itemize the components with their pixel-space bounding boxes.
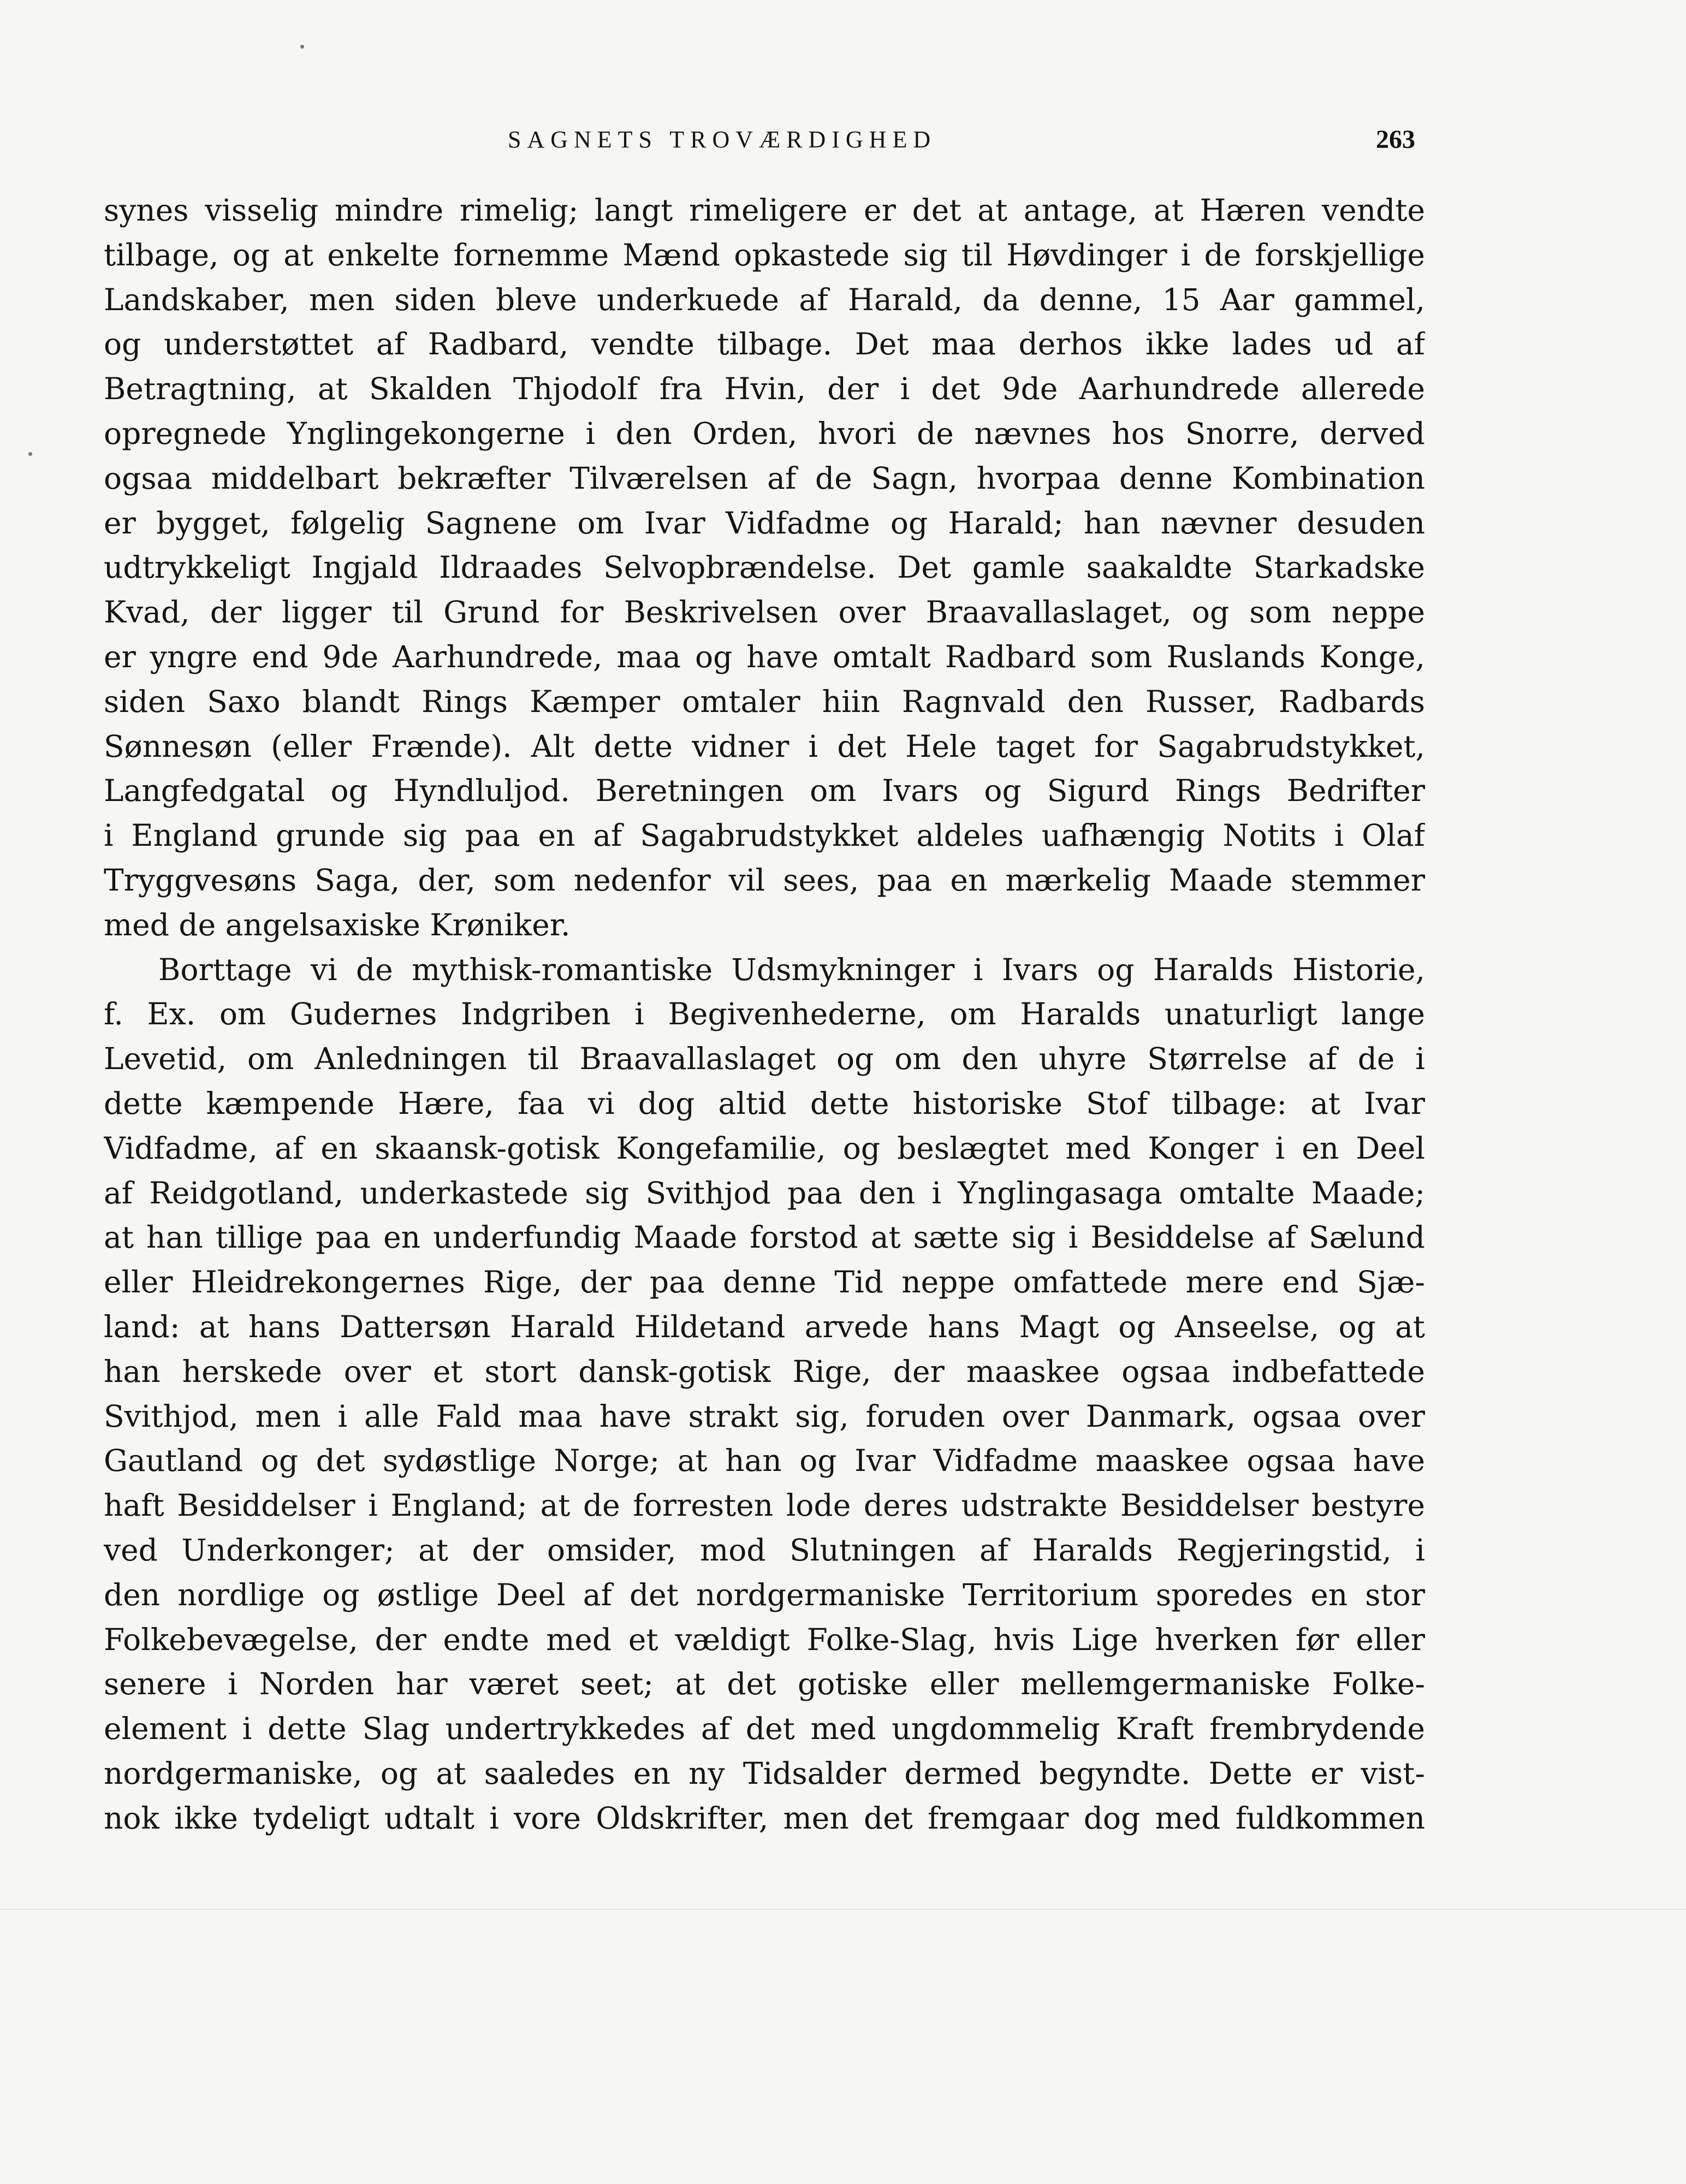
text-line: Langfedgatal og Hyndluljod. Beretningen om Ivars og Sigurd Rings Bedrifter: [104, 773, 1425, 809]
running-head-title: SAGNETS TROVÆRDIGHED: [508, 126, 937, 153]
text-line: ogsaa middelbart bekræfter Tilværelsen af de Sagn, hvorpaa denne Kombination: [104, 460, 1425, 496]
text-line: opregnede Ynglingekongerne i den Orden, hvori de nævnes hos Snorre, derved: [104, 416, 1425, 451]
page-guide-line: [0, 1909, 1686, 1910]
body-text: [104, 188, 1425, 1841]
text-line: Landskaber, men siden bleve underkuede af Harald, da denne, 15 Aar gammel,: [104, 282, 1425, 317]
text-line: Svithjod, men i alle Fald maa have strakt sig, foruden over Danmark, ogsaa over: [104, 1398, 1425, 1434]
text-line: haft Besiddelser i England; at de forresten lode deres udstrakte Besiddelser bestyre: [104, 1488, 1425, 1523]
paragraph-1: [104, 188, 1425, 948]
text-line: siden Saxo blandt Rings Kæmper omtaler hiin Ragnvald den Russer, Radbards: [104, 684, 1425, 719]
paper-speck: [28, 452, 32, 456]
text-line: Levetid, om Anledningen til Braavallaslaget og om den uhyre Størrelse af de i: [104, 1041, 1425, 1077]
text-line: udtrykkeligt Ingjald Ildraades Selvopbrændelse. Det gamle saakaldte Starkadske: [104, 550, 1425, 585]
text-line: at han tillige paa en underfundig Maade forstod at sætte sig i Besiddelse af Sælund: [104, 1220, 1425, 1255]
text-line: synes visselig mindre rimelig; langt rimeligere er det at antage, at Hæren vendte: [104, 193, 1425, 228]
text-line: tilbage, og at enkelte fornemme Mænd opkastede sig til Høvdinger i de forskjellige: [104, 237, 1425, 272]
text-line: Tryggvesøns Saga, der, som nedenfor vil sees, paa en mærkelig Maade stemmer: [104, 862, 1425, 898]
text-line: Borttage vi de mythisk-romantiske Udsmykninger i Ivars og Haralds Historie,: [158, 952, 1425, 987]
text-line: f. Ex. om Gudernes Indgriben i Begivenhederne, om Haralds unaturligt lange: [104, 996, 1425, 1032]
text-line: Vidfadme, af en skaansk-gotisk Kongefamilie, og beslægtet med Konger i en Deel: [104, 1130, 1425, 1166]
paragraph-2: [104, 948, 1425, 1841]
text-line: med de angelsaxiske Krøniker.: [104, 907, 571, 942]
text-line: Betragtning, at Skalden Thjodolf fra Hvin, der i det 9de Aarhundrede allerede: [104, 371, 1425, 407]
text-line: dette kæmpende Hære, faa vi dog altid dette historiske Stof tilbage: at Ivar: [104, 1085, 1425, 1121]
text-line: ved Underkonger; at der omsider, mod Slutningen af Haralds Regjeringstid, i: [104, 1532, 1425, 1568]
text-line: land: at hans Dattersøn Harald Hildetand arvede hans Magt og Anseelse, og at: [104, 1309, 1425, 1344]
text-line: eller Hleidrekongernes Rige, der paa denne Tid neppe omfattede mere end Sjæ-: [104, 1265, 1425, 1300]
text-line: han herskede over et stort dansk-gotisk Rige, der maaskee ogsaa indbefattede: [104, 1354, 1425, 1389]
text-line: Sønnesøn (eller Frænde). Alt dette vidner i det Hele taget for Sagabrudstykket,: [104, 728, 1425, 764]
text-line: i England grunde sig paa en af Sagabrudstykket aldeles uafhængig Notits i Olaf: [104, 818, 1425, 853]
text-line: af Reidgotland, underkastede sig Svithjod paa den i Ynglingasaga omtalte Maade;: [104, 1175, 1425, 1210]
text-line: er bygget, følgelig Sagnene om Ivar Vidfadme og Harald; han nævner desuden: [104, 505, 1425, 541]
text-line: den nordlige og østlige Deel af det nordgermaniske Territorium sporedes en stor: [104, 1577, 1425, 1612]
text-line: nordgermaniske, og at saaledes en ny Tidsalder dermed begyndte. Dette er vist-: [104, 1755, 1425, 1791]
text-line: Gautland og det sydøstlige Norge; at han og Ivar Vidfadme maaskee ogsaa have: [104, 1443, 1425, 1479]
text-line: senere i Norden har været seet; at det gotiske eller mellemgermaniske Folke-: [104, 1666, 1425, 1702]
text-line: Folkebevægelse, der endte med et vældigt Folke-Slag, hvis Lige hverken før eller: [104, 1622, 1425, 1657]
text-line: element i dette Slag undertrykkedes af det med ungdommelig Kraft frembrydende: [104, 1711, 1425, 1747]
page-number: 263: [1376, 125, 1415, 154]
text-line: Kvad, der ligger til Grund for Beskrivelsen over Braavallaslaget, og som neppe: [104, 595, 1425, 630]
running-head: [0, 123, 1686, 156]
text-line: er yngre end 9de Aarhundrede, maa og have omtalt Radbard som Ruslands Konge,: [104, 639, 1425, 674]
paper-speck: [300, 45, 304, 49]
text-line: nok ikke tydeligt udtalt i vore Oldskrifter, men det fremgaar dog med fuldkommen: [104, 1800, 1425, 1836]
text-line: og understøttet af Radbard, vendte tilbage. Det maa derhos ikke lades ud af: [104, 327, 1425, 362]
